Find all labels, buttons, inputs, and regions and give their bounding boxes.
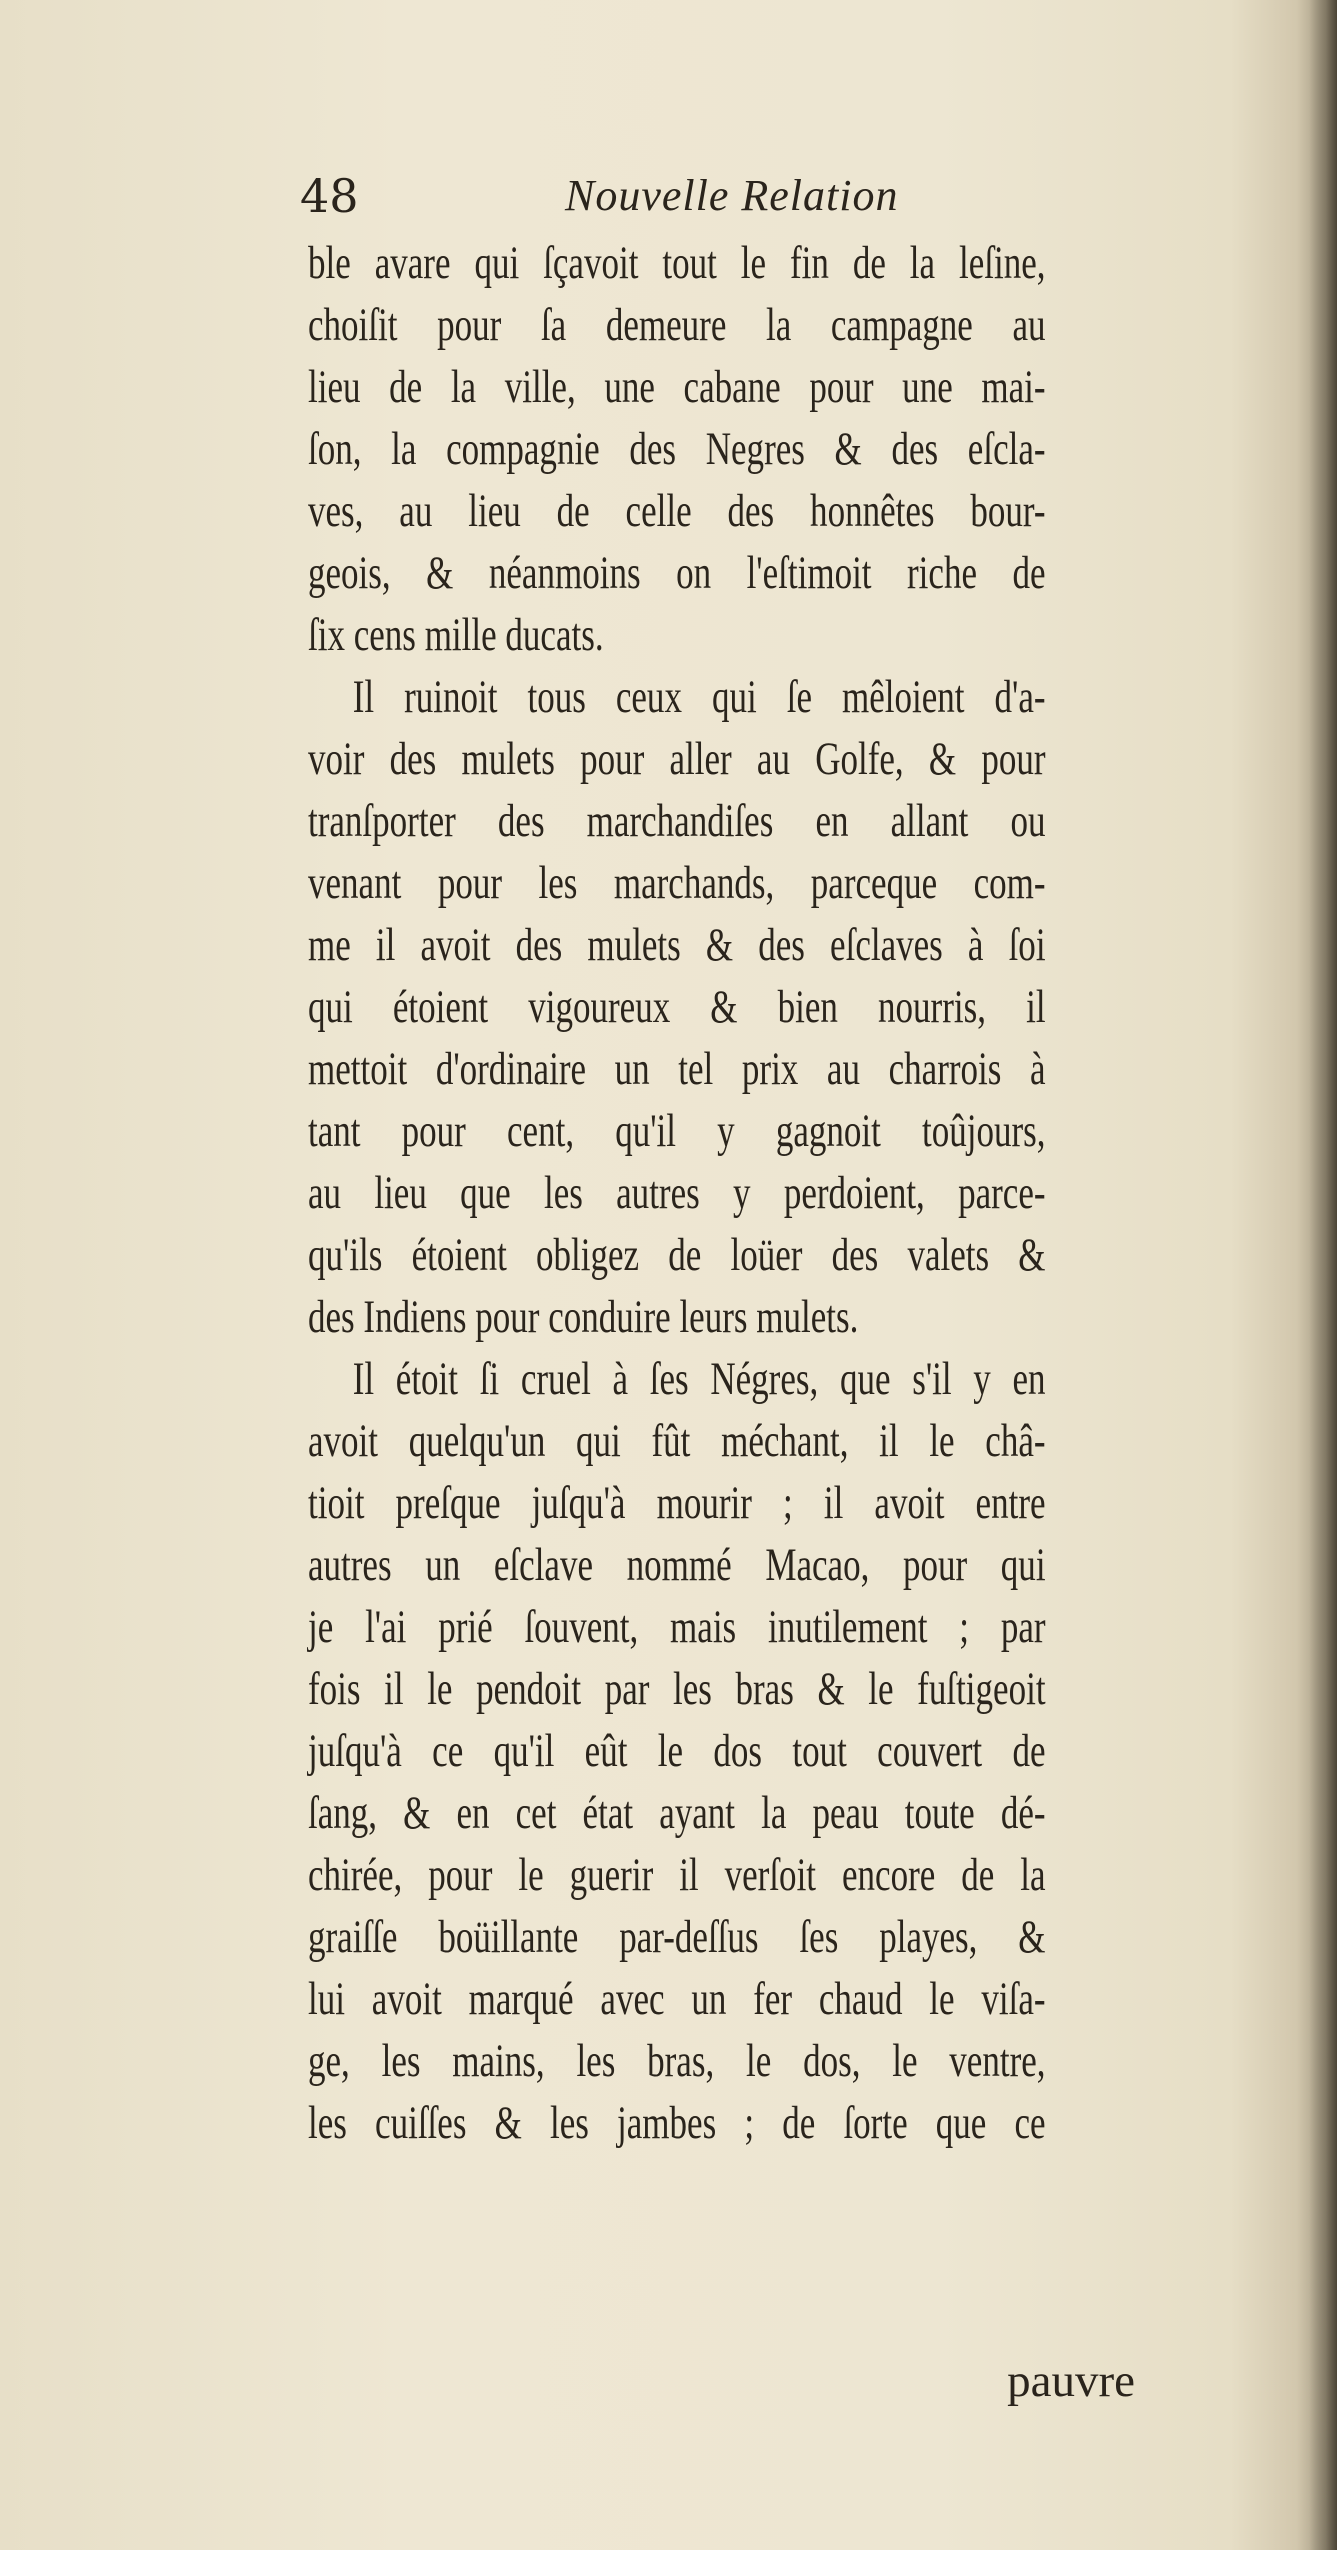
text-line: choiſit pour ſa demeure la campagne au bbox=[308, 299, 1046, 351]
text-line: lui avoit marqué avec un fer chaud le viſa- bbox=[308, 1973, 1046, 2025]
page-edge-shadow bbox=[1309, 0, 1337, 2550]
text-line: ves, au lieu de celle des honnêtes bour- bbox=[308, 485, 1046, 537]
text-line: qui étoient vigoureux & bien nourris, il bbox=[308, 981, 1046, 1033]
text-line: mettoit d'ordinaire un tel prix au charrois à bbox=[308, 1043, 1046, 1095]
text-line: graiſſe boüillante par-deſſus ſes playes, & bbox=[308, 1911, 1046, 1963]
text-line: je l'ai prié ſouvent, mais inutilement ; par bbox=[308, 1601, 1046, 1653]
text-line: les cuiſſes & les jambes ; de ſorte que ce bbox=[308, 2097, 1046, 2149]
text-line: ſon, la compagnie des Negres & des eſcla- bbox=[308, 423, 1046, 475]
text-line: ſang, & en cet état ayant la peau toute dé- bbox=[308, 1787, 1046, 1839]
catchword: pauvre bbox=[1007, 2355, 1135, 2407]
text-line: fois il le pendoit par les bras & le fuſtigeoit bbox=[308, 1663, 1046, 1715]
text-line: ble avare qui ſçavoit tout le fin de la leſine, bbox=[308, 237, 1046, 289]
text-line: voir des mulets pour aller au Golfe, & pour bbox=[308, 733, 1046, 785]
paragraph-start-line: Il étoit ſi cruel à ſes Négres, que s'il y en bbox=[352, 1353, 1046, 1405]
running-title: Nouvelle Relation bbox=[565, 171, 899, 220]
text-line: ge, les mains, les bras, le dos, le ventre, bbox=[308, 2035, 1046, 2087]
text-line: au lieu que les autres y perdoient, parce- bbox=[308, 1167, 1046, 1219]
text-line: lieu de la ville, une cabane pour une mai- bbox=[308, 361, 1046, 413]
text-line: qu'ils étoient obligez de loüer des valets & bbox=[308, 1229, 1046, 1281]
text-line: tranſporter des marchandiſes en allant ou bbox=[308, 795, 1046, 847]
text-line: autres un eſclave nommé Macao, pour qui bbox=[308, 1539, 1046, 1591]
text-line: venant pour les marchands, parceque com- bbox=[308, 857, 1046, 909]
text-line: ſix cens mille ducats. bbox=[308, 609, 604, 661]
text-line: des Indiens pour conduire leurs mulets. bbox=[308, 1291, 859, 1343]
paragraph-start-line: Il ruinoit tous ceux qui ſe mêloient d'a- bbox=[352, 671, 1046, 723]
page-number: 48 bbox=[300, 169, 359, 223]
page-header bbox=[300, 160, 1030, 232]
text-line: tioit preſque juſqu'à mourir ; il avoit entre bbox=[308, 1477, 1046, 1529]
text-line: tant pour cent, qu'il y gagnoit toûjours, bbox=[308, 1105, 1046, 1157]
text-line: geois, & néanmoins on l'eſtimoit riche de bbox=[308, 547, 1046, 599]
text-line: chirée, pour le guerir il verſoit encore de la bbox=[308, 1849, 1046, 1901]
body-text bbox=[308, 232, 1046, 2154]
text-line: me il avoit des mulets & des eſclaves à ſoi bbox=[308, 919, 1046, 971]
text-line: avoit quelqu'un qui fût méchant, il le châ- bbox=[308, 1415, 1046, 1467]
text-line: juſqu'à ce qu'il eût le dos tout couvert de bbox=[308, 1725, 1046, 1777]
